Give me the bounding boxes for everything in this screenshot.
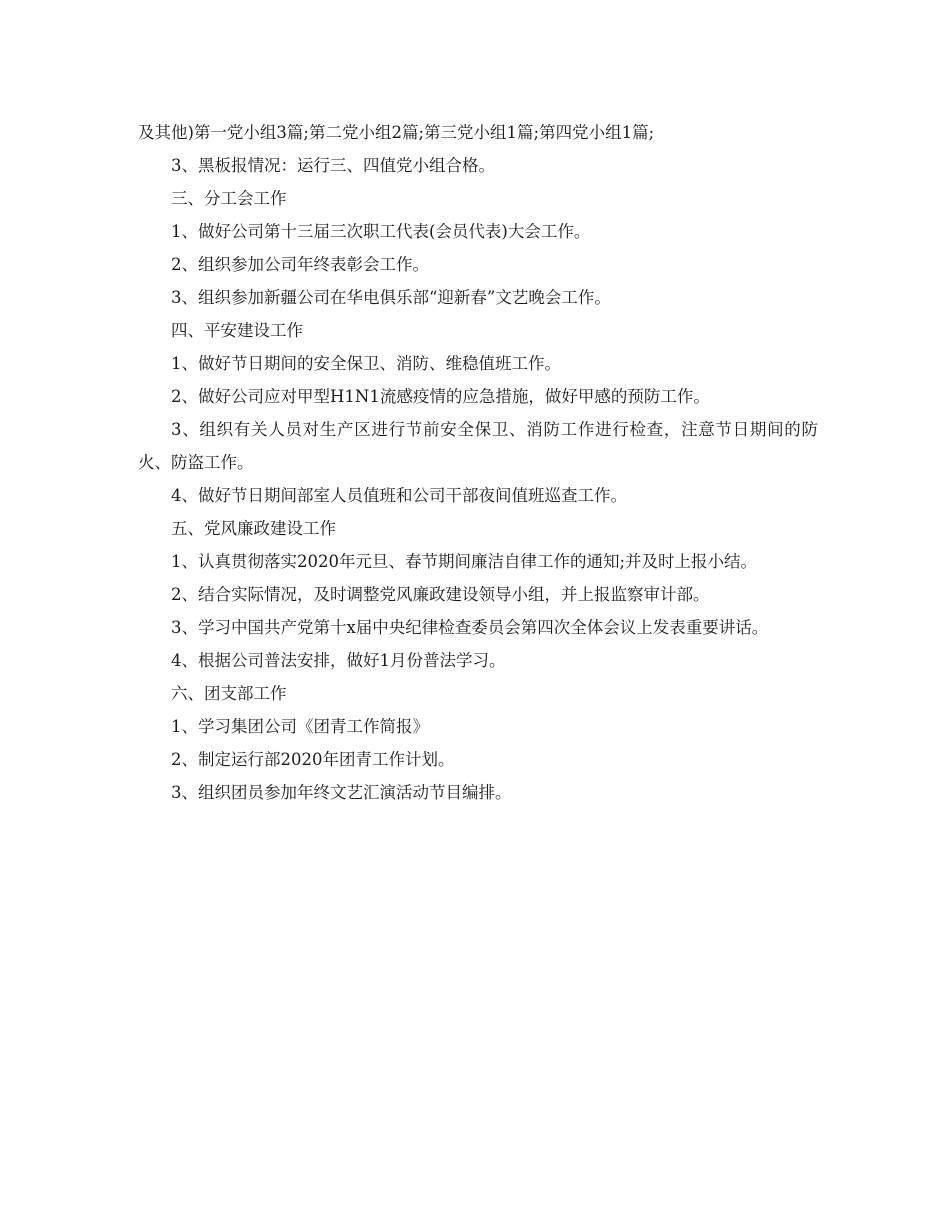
paragraph-6: 3、组织参加新疆公司在华电俱乐部“迎新春”文艺晚会工作。	[171, 288, 611, 307]
paragraph-13: 1、认真贯彻落实2020年元旦、春节期间廉洁自律工作的通知;并及时上报小结。	[171, 552, 758, 571]
paragraph-14: 2、结合实际情况，及时调整党风廉政建设领导小组，并上报监察审计部。	[171, 585, 710, 604]
section-heading-integrity: 五、党风廉政建设工作	[171, 519, 336, 538]
paragraph-15: 3、学习中国共产党第十x届中央纪律检查委员会第四次全体会议上发表重要讲话。	[171, 618, 769, 637]
paragraph-18: 1、学习集团公司《团青工作简报》	[171, 717, 429, 736]
paragraph-11: 4、做好节日期间部室人员值班和公司干部夜间值班巡查工作。	[171, 486, 627, 505]
section-heading-youth-league: 六、团支部工作	[171, 684, 287, 703]
section-heading-union: 三、分工会工作	[171, 189, 287, 208]
paragraph-8: 1、做好节日期间的安全保卫、消防、维稳值班工作。	[171, 354, 561, 373]
paragraph-20: 3、组织团员参加年终文艺汇演活动节目编排。	[171, 783, 512, 802]
paragraph-16: 4、根据公司普法安排，做好1月份普法学习。	[171, 651, 506, 670]
document-body	[138, 116, 818, 809]
paragraph-5: 2、组织参加公司年终表彰会工作。	[171, 255, 429, 274]
paragraph-2: 3、黑板报情况：运行三、四值党小组合格。	[171, 156, 495, 175]
paragraph-10: 3、组织有关人员对生产区进行节前安全保卫、消防工作进行检查，注意节日期间的防火、防盗工作。	[138, 420, 818, 472]
paragraph-1: 及其他)第一党小组3篇;第二党小组2篇;第三党小组1篇;第四党小组1篇;	[138, 123, 655, 142]
paragraph-4: 1、做好公司第十三届三次职工代表(会员代表)大会工作。	[171, 222, 591, 241]
paragraph-19: 2、制定运行部2020年团青工作计划。	[171, 750, 455, 769]
section-heading-safety: 四、平安建设工作	[171, 321, 303, 340]
paragraph-9: 2、做好公司应对甲型H1N1流感疫情的应急措施，做好甲感的预防工作。	[171, 387, 710, 406]
